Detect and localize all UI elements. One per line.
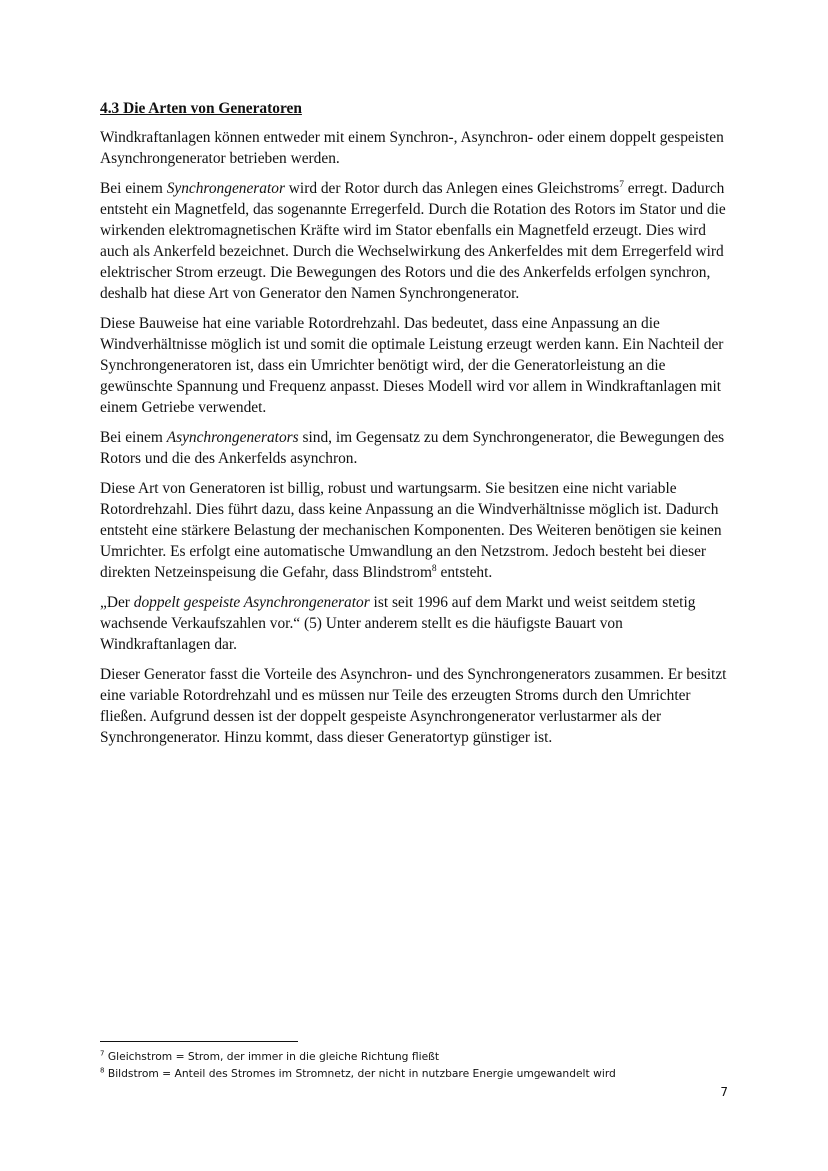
text-run: erregt. Dadurch entsteht ein Magnetfeld, das sogenannte Erregerfeld. Durch die Rotation des Rotors im Stator und die wirkenden elektromagnetischen Kräfte wird im Stator ebenfalls ein Magnetfeld erzeugt. Dies wird auch als Ankerfeld bezeichnet. Durch die Wechselwirkung des Ankerfeldes mit dem Erregerfeld wird elektrischer Strom erzeugt. Die Bewegungen des Rotors und die des Ankerfelds erfolgen synchron, deshalb hat diese Art von Generator den Namen Synchrongenerator.	[100, 180, 726, 302]
footnote-item	[100, 1065, 740, 1082]
footnote-text: Bildstrom = Anteil des Stromes im Stromnetz, der nicht in nutzbare Energie umgewandelt wird	[104, 1067, 616, 1080]
text-run: „Der	[100, 594, 134, 611]
text-run: ist seit 1996 auf dem Markt und weist seitdem stetig wachsende Verkaufszahlen vor.“ (5) Unter anderem stellt es die häufigste Bauart von Windkraftanlagen dar.	[100, 594, 696, 653]
footnote-reference[interactable]: 8	[431, 563, 437, 574]
paragraph-intro: Windkraftanlagen können entweder mit einem Synchron-, Asynchron- oder einem doppelt gespeisten Asynchrongenerator betrieben werden.	[100, 129, 724, 167]
paragraph-asynchrongenerator	[100, 427, 732, 469]
emphasis-term: Synchrongenerator	[166, 180, 285, 197]
footnotes	[100, 1048, 740, 1082]
emphasis-term: doppelt gespeiste Asynchrongenerator	[133, 594, 370, 611]
paragraph-asynchron-eigenschaften	[100, 478, 732, 583]
paragraph-doppelt-gespeist: Dieser Generator fasst die Vorteile des Asynchron- und des Synchrongenerators zusammen. Er besitzt eine variable Rotordrehzahl und es müssen nur Teile des erzeugten Stroms durch den Umrichter fließen. Aufgrund dessen ist der doppelt gespeiste Asynchrongenerator verlustarmer als der Synchrongenerator. Hinzu kommt, dass dieser Generatortyp günstiger ist.	[100, 666, 727, 746]
footnote-number: 7	[100, 1049, 105, 1058]
text-run: Bei einem	[100, 429, 167, 446]
paragraph-bauweise: Diese Bauweise hat eine variable Rotordrehzahl. Das bedeutet, dass eine Anpassung an die Windverhältnisse möglich ist und somit die optimale Leistung erzeugt werden kann. Ein Nachteil der Synchrongeneratoren ist, dass ein Umrichter benötigt wird, der die Generatorleistung an die gewünschte Spannung und Frequenz anpasst. Dieses Modell wird vor allem in Windkraftanlagen mit einem Getriebe verwendet.	[100, 315, 724, 416]
text-run: Bei einem	[100, 180, 167, 197]
document-body	[100, 98, 732, 757]
text-run: entsteht.	[436, 564, 493, 581]
paragraph-synchrongenerator	[100, 178, 732, 304]
text-run: sind, im Gegensatz zu dem Synchrongenerator, die Bewegungen des Rotors und die des Ankerfelds asynchron.	[100, 429, 725, 467]
text-run: Diese Art von Generatoren ist billig, robust und wartungsarm. Sie besitzen eine nicht variable Rotordrehzahl. Dies führt dazu, dass keine Anpassung an die Windverhältnisse möglich ist. Dadurch entsteht eine stärkere Belastung der mechanischen Komponenten. Des Weiteren benötigen sie keinen Umrichter. Es erfolgt eine automatische Umwandlung an den Netzstrom. Jedoch besteht bei dieser direkten Netzeinspeisung die Gefahr, dass Blindstrom	[100, 480, 722, 581]
footnote-number: 8	[100, 1066, 105, 1075]
paragraph-quote	[100, 592, 732, 655]
footnote-item	[100, 1048, 740, 1065]
page-number: 7	[720, 1085, 728, 1099]
footnote-reference[interactable]: 7	[619, 179, 624, 190]
emphasis-term: Asynchrongenerators	[166, 429, 299, 446]
text-run: wird der Rotor durch das Anlegen eines Gleichstroms	[284, 180, 620, 197]
footnote-text: Gleichstrom = Strom, der immer in die gleiche Richtung fließt	[104, 1050, 440, 1063]
footnote-divider	[100, 1041, 298, 1042]
section-heading: 4.3 Die Arten von Generatoren	[100, 100, 302, 117]
